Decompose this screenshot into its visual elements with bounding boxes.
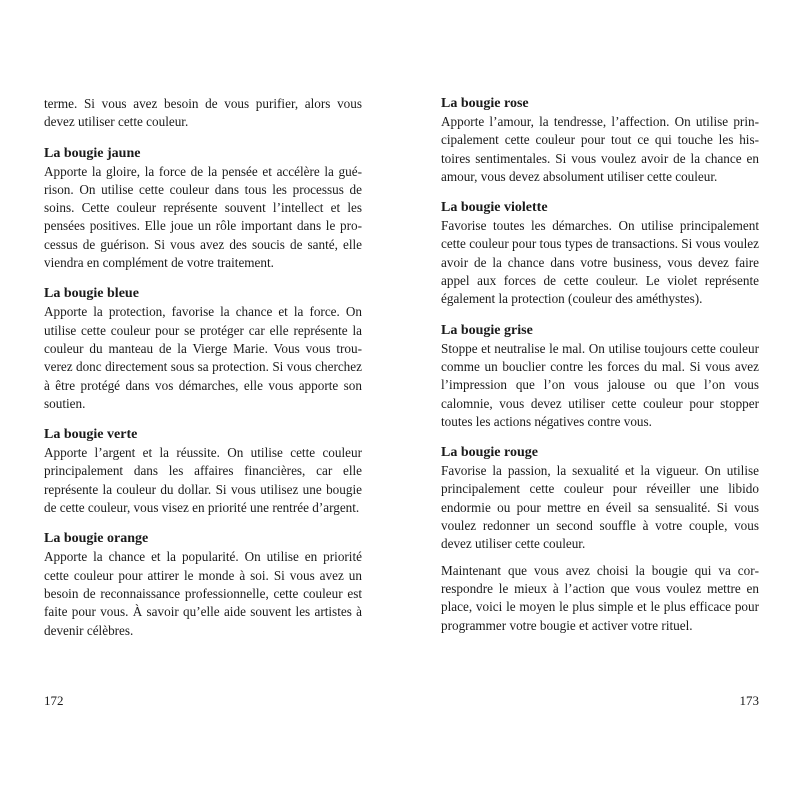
section-heading: La bougie violette: [441, 200, 548, 216]
section-heading: La bougie grise: [441, 322, 533, 338]
right-page-text: [441, 95, 759, 635]
section-text: Apporte l’argent et la réussite. On utilise cette couleur principalement dans les affaires financières, car elle représente la couleur du dollar. Si vous utilisez une bougie de cette couleur, vous visez en priorité une rentrée d’argent.: [44, 445, 362, 516]
section-heading: La bougie verte: [44, 427, 138, 443]
section-text: Apporte la protection, favorise la chance et la force. On utilise cette couleur pour se protéger car elle représente la couleur du manteau de la Vierge Marie. Vous vous trouverez donc directement sous sa protection. Si vous cherchez à être protégé dans vos démarches, elle vous apporte son soutien.: [44, 304, 362, 411]
continuation-paragraph: terme. Si vous avez besoin de vous purifier, alors vous devez utiliser cette couleur.: [44, 96, 362, 130]
closing-paragraph: Maintenant que vous avez choisi la bougie qui va correspondre le mieux à l’action que vous voulez mettre en place, voici le moyen le plus simple et le plus efficace pour programmer votre bougie et activer votre rituel.: [441, 562, 759, 633]
section-yellow-candle: [44, 145, 362, 273]
section-pink-candle: [441, 95, 759, 186]
right-page: [400, 0, 800, 800]
section-heading: La bougie rose: [441, 96, 529, 111]
section-text: Apporte la gloire, la force de la pensée et accélère la guérison. On utilise cette couleur dans tous les processus de soins. Cette couleur représente souvent l’intellect et les pensées positives. Elle joue un rôle important dans le processus de guérison. Si vous avez des soucis de santé, elle viendra en complément de votre traitement.: [44, 163, 362, 271]
page-number: 172: [44, 693, 64, 708]
section-red-candle: [441, 444, 759, 553]
section-text: Stoppe et neutralise le mal. On utilise toujours cette couleur comme un bouclier contre les forces du mal. Si vous avez l’impression que l’on vous jalouse ou que l’on vous calomnie, vous devez utiliser cette couleur pour stopper toutes les actions négatives contre vous.: [441, 340, 759, 429]
section-orange-candle: [44, 530, 362, 639]
section-text: Favorise la passion, la sexualité et la vigueur. On utilise principalement cette couleur pour réveiller une libido endormie ou pour mettre en éveil sa sensualité. Si vous voulez redonner un second souffle à votre couple, vous devez utiliser cette couleur.: [441, 463, 759, 552]
section-heading: La bougie bleue: [44, 286, 139, 302]
section-text: Apporte l’amour, la tendresse, l’affection. On utilise principalement cette couleur pour tout ce qui touche les histoires sentimentales. Si vous voulez avoir de la chance en amour, vous devez absolument utiliser cette couleur.: [441, 114, 759, 184]
section-heading: La bougie jaune: [44, 145, 141, 161]
page-number: 173: [739, 693, 759, 708]
section-blue-candle: [44, 285, 362, 413]
section-green-candle: [44, 426, 362, 517]
section-heading: La bougie rouge: [441, 445, 538, 461]
section-grey-candle: [441, 322, 759, 431]
left-page-text: [44, 95, 362, 640]
section-heading: La bougie orange: [44, 531, 149, 547]
section-violet-candle: [441, 199, 759, 308]
section-text: Apporte la chance et la popularité. On utilise en priorité cette couleur pour attirer le monde à soi. Si vous avez un besoin de reconnaissance professionnelle, cette couleur est faite pour vous. À savoir qu’elle aide souvent les artistes à devenir célèbres.: [44, 549, 362, 638]
section-text: Favorise toutes les démarches. On utilise principalement cette couleur pour tous types de transactions. Si vous voulez avoir de la chance dans votre business, vous devez faire appel aux forces de cette couleur. Le violet représente également la protection (couleur des améthystes).: [441, 218, 759, 307]
